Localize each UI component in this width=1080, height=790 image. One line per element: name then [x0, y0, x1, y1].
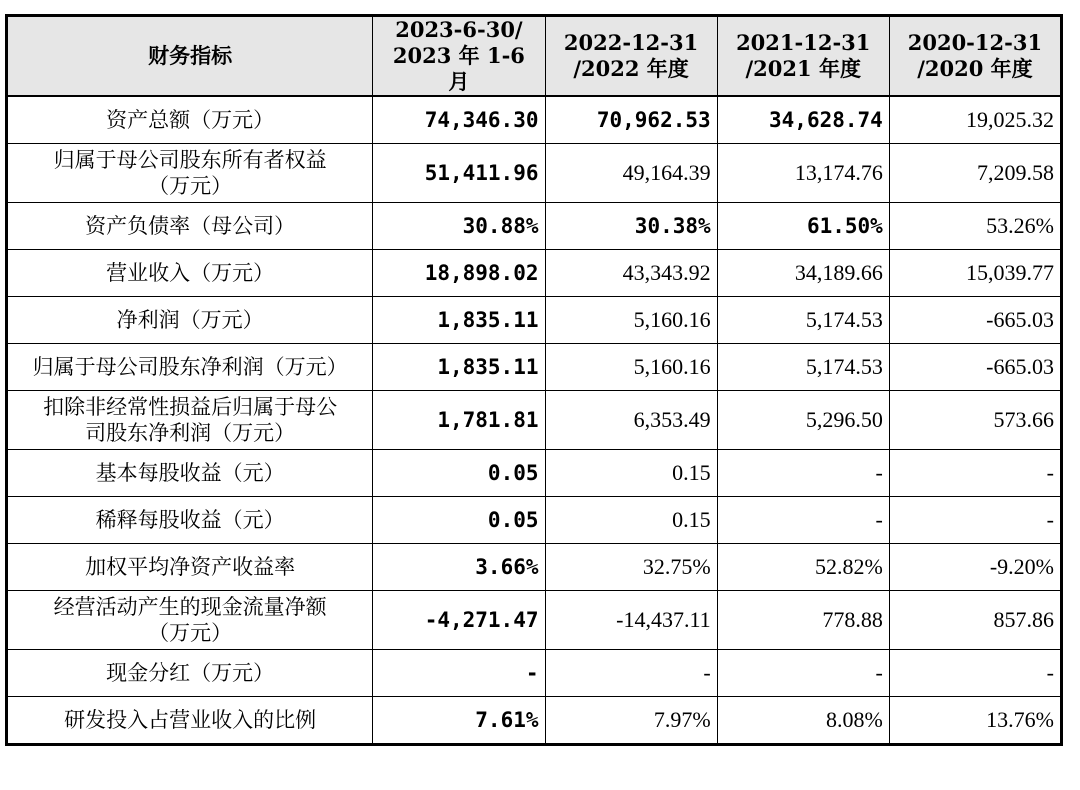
value-cell: 30.38% — [545, 203, 717, 250]
value-cell: -9.20% — [889, 544, 1061, 591]
table-row — [7, 344, 1062, 391]
value-cell: 61.50% — [717, 203, 889, 250]
row-label-line: 资产负债率（母公司） — [85, 214, 296, 238]
value-cell: - — [889, 650, 1061, 697]
header-line: 2023-6-30/ — [395, 17, 523, 42]
value-cell: 70,962.53 — [545, 96, 717, 144]
table-row — [7, 144, 1062, 203]
value-cell: 0.15 — [545, 497, 717, 544]
value-cell: 34,189.66 — [717, 250, 889, 297]
value-cell: 51,411.96 — [373, 144, 545, 203]
header-line: 2021-12-31 — [736, 30, 871, 55]
row-label — [7, 697, 373, 745]
header-line: /2021 年度 — [745, 56, 861, 81]
value-cell: 0.05 — [373, 450, 545, 497]
table-body — [7, 96, 1062, 745]
value-cell: 5,174.53 — [717, 344, 889, 391]
header-line: 2022-12-31 — [563, 30, 699, 55]
value-cell: 1,835.11 — [373, 297, 545, 344]
header-line: 2020-12-31 — [907, 30, 1043, 55]
financial-indicators-table — [5, 14, 1063, 746]
value-cell: 8.08% — [717, 697, 889, 745]
value-cell: 3.66% — [373, 544, 545, 591]
value-cell: - — [717, 450, 889, 497]
row-label — [7, 591, 373, 650]
value-cell: -665.03 — [889, 297, 1061, 344]
value-cell: - — [717, 497, 889, 544]
table-row — [7, 203, 1062, 250]
value-cell: 1,781.81 — [373, 391, 545, 450]
row-label — [7, 497, 373, 544]
value-cell: 13.76% — [889, 697, 1061, 745]
row-label — [7, 544, 373, 591]
value-cell: -14,437.11 — [545, 591, 717, 650]
value-cell: 5,160.16 — [545, 344, 717, 391]
row-label — [7, 203, 373, 250]
header-cell-2022 — [545, 16, 717, 97]
row-label-line: 归属于母公司股东所有者权益 — [53, 148, 327, 172]
value-cell: 7.61% — [373, 697, 545, 745]
row-label — [7, 96, 373, 144]
value-cell: 15,039.77 — [889, 250, 1061, 297]
table-row — [7, 297, 1062, 344]
value-cell: 52.82% — [717, 544, 889, 591]
value-cell: 7,209.58 — [889, 144, 1061, 203]
value-cell: 13,174.76 — [717, 144, 889, 203]
value-cell: 19,025.32 — [889, 96, 1061, 144]
value-cell: -4,271.47 — [373, 591, 545, 650]
row-label-line: （万元） — [148, 621, 233, 645]
header-line: 2023 年 1-6 月 — [392, 43, 525, 94]
value-cell: 857.86 — [889, 591, 1061, 650]
value-cell: 32.75% — [545, 544, 717, 591]
value-cell: 5,160.16 — [545, 297, 717, 344]
value-cell: - — [889, 450, 1061, 497]
value-cell: 74,346.30 — [373, 96, 545, 144]
row-label-line: 研发投入占营业收入的比例 — [64, 708, 317, 732]
table-row — [7, 391, 1062, 450]
row-label-line: 现金分红（万元） — [106, 661, 275, 685]
value-cell: 778.88 — [717, 591, 889, 650]
row-label-line: 扣除非经常性损益后归属于母公 — [43, 395, 338, 419]
value-cell: - — [889, 497, 1061, 544]
row-label — [7, 250, 373, 297]
table-row — [7, 591, 1062, 650]
value-cell: - — [717, 650, 889, 697]
row-label-line: 资产总额（万元） — [106, 108, 275, 132]
value-cell: - — [373, 650, 545, 697]
table-row — [7, 544, 1062, 591]
table-row — [7, 697, 1062, 745]
value-cell: -665.03 — [889, 344, 1061, 391]
header-line: /2022 年度 — [573, 56, 689, 81]
row-label-line: 基本每股收益（元） — [95, 461, 285, 485]
table-row — [7, 450, 1062, 497]
header-line: /2020 年度 — [917, 56, 1033, 81]
value-cell: 1,835.11 — [373, 344, 545, 391]
header-cell-2020 — [889, 16, 1061, 97]
row-label-line: 稀释每股收益（元） — [95, 508, 285, 532]
value-cell: 5,296.50 — [717, 391, 889, 450]
row-label-line: （万元） — [148, 174, 233, 198]
value-cell: 7.97% — [545, 697, 717, 745]
header-cell-indicator — [7, 16, 373, 97]
row-label-line: 归属于母公司股东净利润（万元） — [32, 355, 348, 379]
value-cell: 53.26% — [889, 203, 1061, 250]
value-cell: 30.88% — [373, 203, 545, 250]
value-cell: 5,174.53 — [717, 297, 889, 344]
row-label-line: 加权平均净资产收益率 — [85, 555, 296, 579]
header-cell-2021 — [717, 16, 889, 97]
row-label — [7, 450, 373, 497]
row-label — [7, 144, 373, 203]
row-label — [7, 344, 373, 391]
table-row — [7, 96, 1062, 144]
value-cell: 43,343.92 — [545, 250, 717, 297]
row-label — [7, 650, 373, 697]
value-cell: - — [545, 650, 717, 697]
header-cell-2023h1 — [373, 16, 545, 97]
row-label-line: 营业收入（万元） — [106, 261, 275, 285]
table-row — [7, 650, 1062, 697]
value-cell: 49,164.39 — [545, 144, 717, 203]
table-row — [7, 497, 1062, 544]
header-line: 财务指标 — [148, 43, 233, 68]
row-label — [7, 297, 373, 344]
table-row — [7, 250, 1062, 297]
value-cell: 34,628.74 — [717, 96, 889, 144]
row-label — [7, 391, 373, 450]
value-cell: 0.15 — [545, 450, 717, 497]
row-label-line: 司股东净利润（万元） — [85, 421, 296, 445]
value-cell: 18,898.02 — [373, 250, 545, 297]
value-cell: 6,353.49 — [545, 391, 717, 450]
row-label-line: 经营活动产生的现金流量净额 — [53, 595, 327, 619]
value-cell: 0.05 — [373, 497, 545, 544]
value-cell: 573.66 — [889, 391, 1061, 450]
row-label-line: 净利润（万元） — [116, 308, 264, 332]
table-header-row — [7, 16, 1062, 97]
